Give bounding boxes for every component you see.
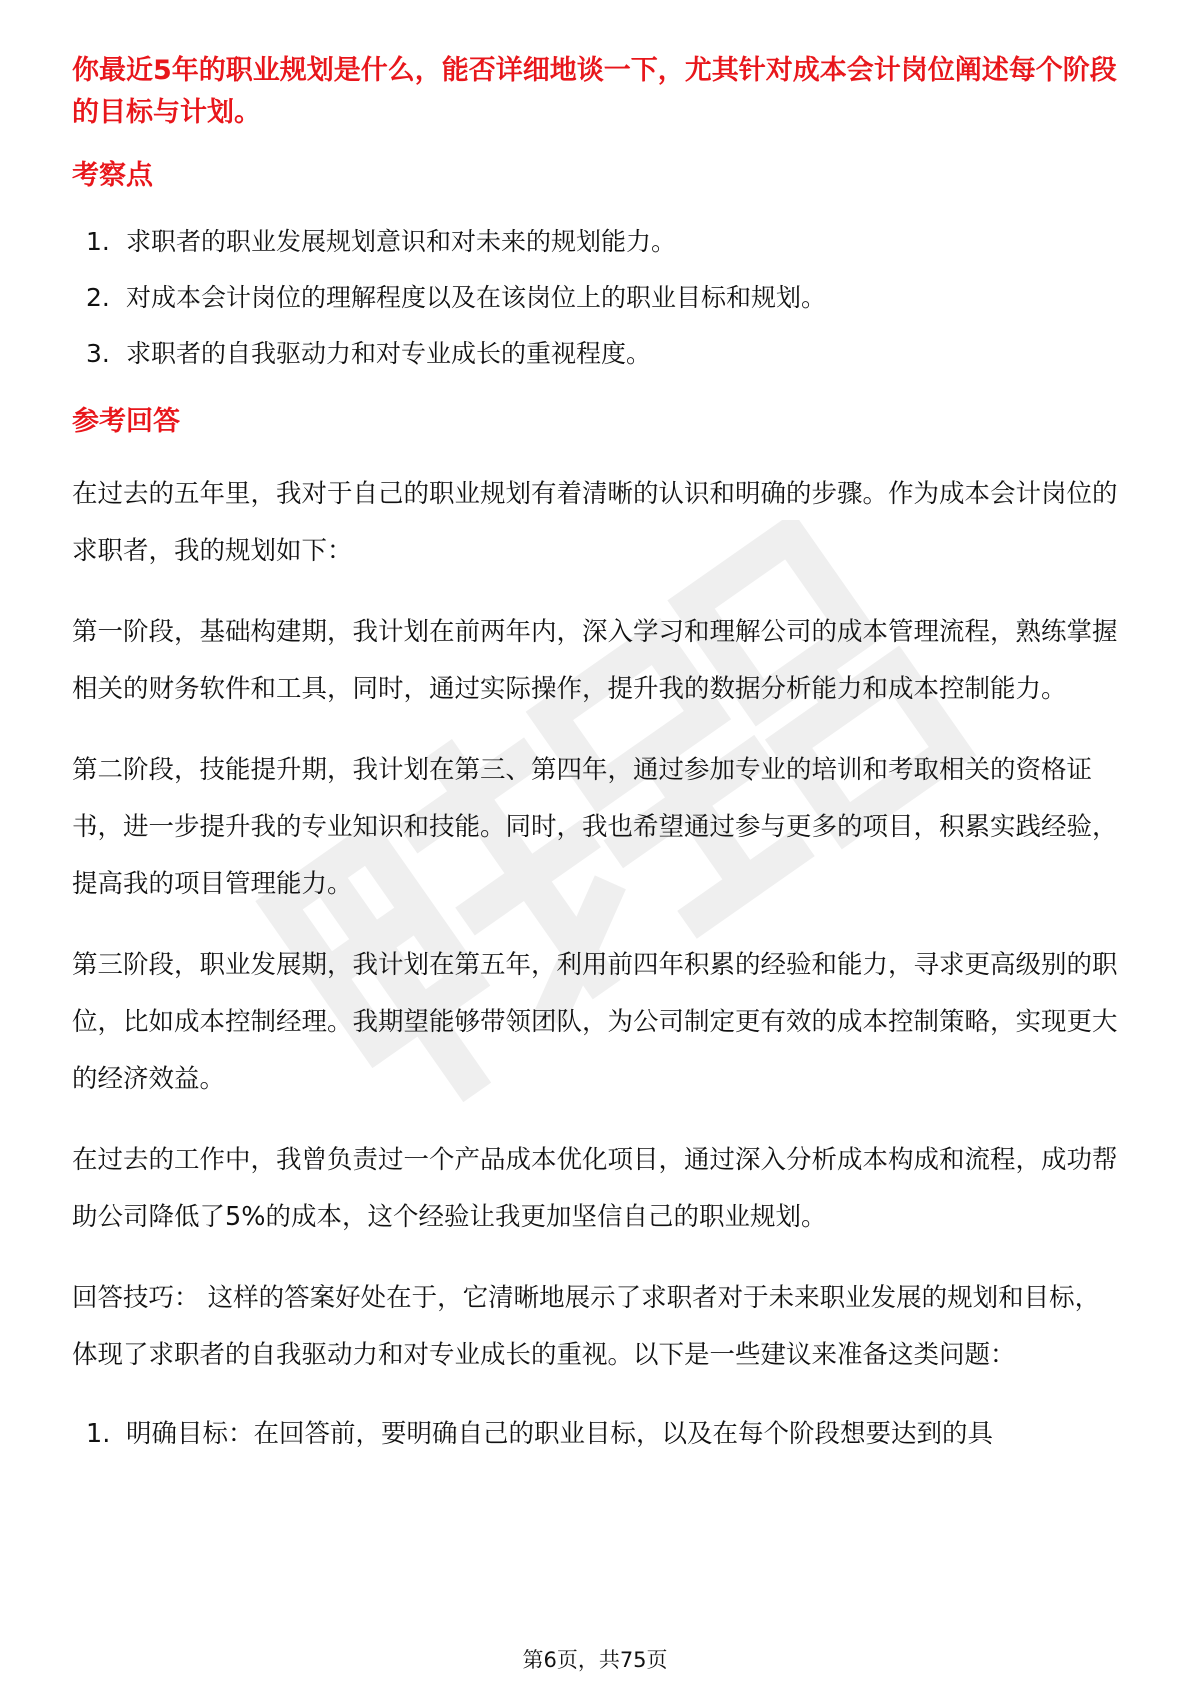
list-item-text: 求职者的职业发展规划意识和对未来的规划能力。	[126, 227, 677, 256]
content-area	[72, 50, 1122, 1463]
answer-paragraph: 第二阶段，技能提升期，我计划在第三、第四年，通过参加专业的培训和考取相关的资格证书，进一步提升我的专业知识和技能。同时，我也希望通过参与更多的项目，积累实践经验，提高我的项目管理能力。	[72, 755, 1118, 899]
page-footer: 第6页，共75页	[522, 1648, 668, 1672]
list-item	[72, 1406, 1122, 1463]
list-item-text: 对成本会计岗位的理解程度以及在该岗位上的职业目标和规划。	[126, 283, 827, 312]
list-item	[72, 278, 1122, 318]
list-item	[72, 222, 1122, 262]
list-item-text: 求职者的自我驱动力和对专业成长的重视程度。	[126, 339, 652, 368]
answer-tips-paragraph: 回答技巧： 这样的答案好处在于，它清晰地展示了求职者对于未来职业发展的规划和目标，体现了求职者的自我驱动力和对专业成长的重视。以下是一些建议来准备这类问题：	[72, 1283, 1101, 1370]
list-item-text: 明确目标：在回答前，要明确自己的职业目标，以及在每个阶段想要达到的具	[126, 1419, 994, 1449]
answer-paragraph: 在过去的五年里，我对于自己的职业规划有着清晰的认识和明确的步骤。作为成本会计岗位的求职者，我的规划如下：	[72, 479, 1118, 566]
list-number: 1.	[86, 1419, 111, 1449]
tips-list	[72, 1406, 1122, 1463]
answer-paragraph: 第三阶段，职业发展期，我计划在第五年，利用前四年积累的经验和能力，寻求更高级别的职位，比如成本控制经理。我期望能够带领团队，为公司制定更有效的成本控制策略，实现更大的经济效益。	[72, 950, 1118, 1094]
answer-paragraph: 在过去的工作中，我曾负责过一个产品成本优化项目，通过深入分析成本构成和流程，成功帮助公司降低了5%的成本，这个经验让我更加坚信自己的职业规划。	[72, 1145, 1118, 1232]
section-title-answer: 参考回答	[72, 406, 180, 437]
list-item	[72, 334, 1122, 374]
section-title-points: 考察点	[72, 160, 153, 191]
answer-paragraph: 第一阶段，基础构建期，我计划在前两年内，深入学习和理解公司的成本管理流程，熟练掌握相关的财务软件和工具，同时，通过实际操作，提升我的数据分析能力和成本控制能力。	[72, 617, 1118, 704]
points-list	[72, 222, 1122, 374]
question-heading: 你最近5年的职业规划是什么，能否详细地谈一下，尤其针对成本会计岗位阐述每个阶段的目标与计划。	[72, 55, 1117, 128]
list-number: 1.	[86, 227, 110, 256]
list-number: 2.	[86, 283, 110, 312]
list-number: 3.	[86, 339, 110, 368]
